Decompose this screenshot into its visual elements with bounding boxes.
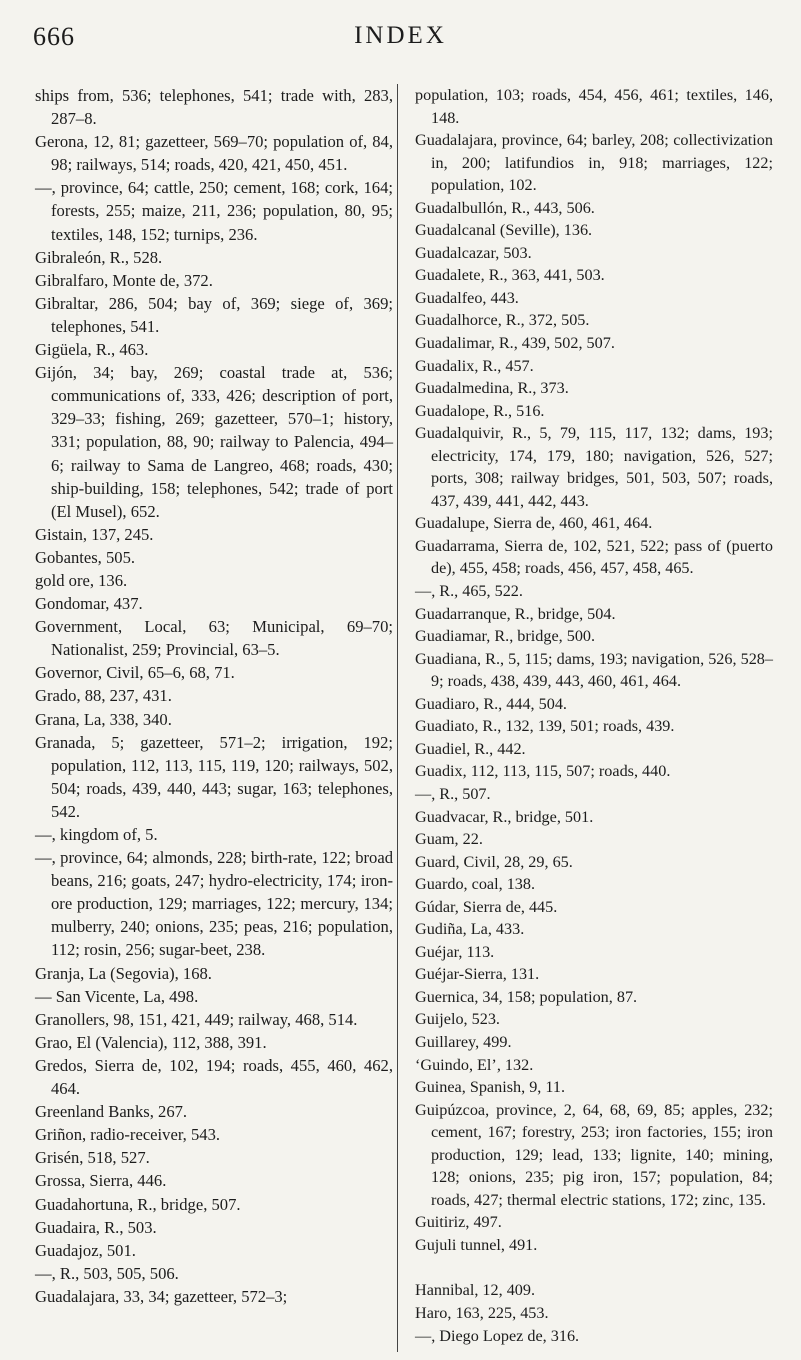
index-entry: Guadalete, R., 363, 441, 503. bbox=[415, 266, 605, 285]
index-entry: Guadiato, R., 132, 139, 501; roads, 439. bbox=[415, 717, 675, 736]
index-entry: Guadiaro, R., 444, 504. bbox=[415, 694, 567, 713]
index-entry: Guadaira, R., 503. bbox=[35, 1217, 157, 1237]
index-entry: Guitiriz, 497. bbox=[415, 1213, 502, 1232]
index-entry: Guinea, Spanish, 9, 11. bbox=[415, 1078, 566, 1097]
index-entry: Guadalmedina, R., 373. bbox=[415, 379, 569, 398]
index-entry: Gobantes, 505. bbox=[35, 547, 136, 567]
index-entry: Government, Local, 63; Municipal, 69–70; Nationalist, 259; Provincial, 63–5. bbox=[35, 617, 393, 660]
index-entry: Gondomar, 437. bbox=[35, 594, 143, 614]
index-entry: Guéjar-Sierra, 131. bbox=[415, 965, 540, 984]
index-entry: Grado, 88, 237, 431. bbox=[35, 686, 172, 706]
index-entry: Guipúzcoa, province, 2, 64, 68, 69, 85; apples, 232; cement, 167; forestry, 253; iron factories, 155; iron production, 129; lead, 133; lignite, 140; mining, 128; onions, 235; pig iron, 157; population, 84; roads, 427; thermal electric stations, 172; zinc, 135. bbox=[415, 1100, 773, 1209]
index-entry: Gerona, 12, 81; gazetteer, 569–70; population of, 84, 98; railways, 514; roads, 420, 421, 450, 451. bbox=[35, 132, 393, 175]
page-header bbox=[0, 22, 801, 58]
index-entry: Gujuli tunnel, 491. bbox=[415, 1235, 538, 1254]
index-entry: Guernica, 34, 158; population, 87. bbox=[415, 987, 638, 1006]
index-entry: Gistain, 137, 245. bbox=[35, 524, 154, 544]
index-entry: Hannibal, 12, 409. bbox=[415, 1281, 536, 1300]
index-entry: Guadalcazar, 503. bbox=[415, 243, 532, 262]
index-entry: Guard, Civil, 28, 29, 65. bbox=[415, 852, 573, 871]
index-entry: Gijón, 34; bay, 269; coastal trade at, 536; communications of, 333, 426; description of port, 329–33; fishing, 269; gazetteer, 570–1; history, 331; population, 88, 90; railway to Palencia, 494–6; railway to Sama de Langreo, 468; roads, 430; ship-building, 158; telephones, 542; trade of port (El Musel), 652. bbox=[35, 363, 393, 521]
index-entry: Gúdar, Sierra de, 445. bbox=[415, 897, 558, 916]
index-entry: Greenland Banks, 267. bbox=[35, 1102, 188, 1122]
index-entry: Governor, Civil, 65–6, 68, 71. bbox=[35, 663, 235, 683]
index-entry: Grisén, 518, 527. bbox=[35, 1148, 150, 1168]
index-entry: Guadalupe, Sierra de, 460, 461, 464. bbox=[415, 514, 653, 533]
index-entry: Grana, La, 338, 340. bbox=[35, 709, 172, 729]
index-entry: Guijelo, 523. bbox=[415, 1010, 500, 1029]
index-entry: Guadajoz, 501. bbox=[35, 1240, 136, 1260]
index-entry: Guadix, 112, 113, 115, 507; roads, 440. bbox=[415, 762, 671, 781]
index-entry: Gibraleón, R., 528. bbox=[35, 247, 163, 267]
index-entry: Guadalquivir, R., 5, 79, 115, 117, 132; dams, 193; electricity, 174, 179, 180; navigation, 526, 527; ports, 308; railway bridges, 501, 503, 507; roads, 437, 439, 441, 442, 443. bbox=[415, 424, 773, 510]
index-entry: Guillarey, 499. bbox=[415, 1032, 512, 1051]
index-column-left bbox=[35, 84, 393, 1308]
index-entry: Gibraltar, 286, 504; bay of, 369; siege of, 369; telephones, 541. bbox=[35, 293, 393, 336]
index-entry: Granollers, 98, 151, 421, 449; railway, 468, 514. bbox=[35, 1009, 358, 1029]
index-entry: —, Diego Lopez de, 316. bbox=[415, 1326, 580, 1345]
index-entry: Guadalix, R., 457. bbox=[415, 356, 534, 375]
page-number: 666 bbox=[33, 22, 75, 51]
index-entry: Gudiña, La, 433. bbox=[415, 920, 525, 939]
index-entry: population, 103; roads, 454, 456, 461; textiles, 146, 148. bbox=[415, 86, 773, 127]
index-entry: Guadalhorce, R., 372, 505. bbox=[415, 311, 590, 330]
index-entry: Guadalimar, R., 439, 502, 507. bbox=[415, 334, 615, 353]
column-divider bbox=[397, 84, 398, 1352]
index-entry: Guardo, coal, 138. bbox=[415, 875, 536, 894]
index-entry: ‘Guindo, El’, 132. bbox=[415, 1055, 534, 1074]
index-entry: Griñon, radio-receiver, 543. bbox=[35, 1125, 221, 1145]
index-entry: ships from, 536; telephones, 541; trade with, 283, 287–8. bbox=[35, 86, 393, 129]
index-entry: Haro, 163, 225, 453. bbox=[415, 1303, 549, 1322]
index-entry: Guadalbullón, R., 443, 506. bbox=[415, 198, 595, 217]
index-entry: —, province, 64; almonds, 228; birth-rate, 122; broad beans, 216; goats, 247; hydro-electricity, 174; iron-ore production, 129; marriages, 122; mercury, 134; mulberry, 240; onions, 235; peas, 216; population, 112; rosin, 256; sugar-beet, 238. bbox=[35, 848, 393, 960]
index-entry: Grossa, Sierra, 446. bbox=[35, 1171, 167, 1191]
index-entry: Gigüela, R., 463. bbox=[35, 340, 149, 360]
index-entry: Guadiana, R., 5, 115; dams, 193; navigation, 526, 528–9; roads, 438, 439, 443, 460, 461, 464. bbox=[415, 649, 773, 691]
index-entry: Guadvacar, R., bridge, 501. bbox=[415, 807, 594, 826]
index-entry: Guadalajara, province, 64; barley, 208; collectivization in, 200; latifundios in, 918; marriages, 122; population, 102. bbox=[415, 131, 773, 195]
index-entry: Granada, 5; gazetteer, 571–2; irrigation, 192; population, 112, 113, 115, 119, 120; railways, 502, 504; roads, 439, 440, 443; sugar, 163; telephones, 542. bbox=[35, 732, 393, 821]
index-entry: Gredos, Sierra de, 102, 194; roads, 455, 460, 462, 464. bbox=[35, 1055, 393, 1099]
index-entry: Guadiel, R., 442. bbox=[415, 739, 526, 758]
index-entry: Guadalope, R., 516. bbox=[415, 401, 545, 420]
index-entry: Grao, El (Valencia), 112, 388, 391. bbox=[35, 1032, 267, 1052]
index-entry: —, R., 465, 522. bbox=[415, 582, 523, 601]
index-entry: Guam, 22. bbox=[415, 830, 483, 849]
index-entry: Guadalajara, 33, 34; gazetteer, 572–3; bbox=[35, 1286, 288, 1306]
index-entry: —, kingdom of, 5. bbox=[35, 825, 158, 844]
index-entry: —, R., 503, 505, 506. bbox=[35, 1263, 179, 1283]
index-entry: Guadarranque, R., bridge, 504. bbox=[415, 604, 616, 623]
index-entry: Granja, La (Segovia), 168. bbox=[35, 963, 212, 983]
index-entry: Guadalcanal (Seville), 136. bbox=[415, 221, 593, 240]
index-entry: Guadahortuna, R., bridge, 507. bbox=[35, 1194, 241, 1214]
index-entry: — San Vicente, La, 498. bbox=[35, 986, 199, 1006]
index-entry: —, R., 507. bbox=[415, 784, 491, 803]
index-entry: Guadiamar, R., bridge, 500. bbox=[415, 627, 596, 646]
index-entry: Gibralfaro, Monte de, 372. bbox=[35, 270, 213, 290]
index-entry: Guéjar, 113. bbox=[415, 942, 495, 961]
index-entry: Guadalfeo, 443. bbox=[415, 288, 519, 307]
index-entry: —, province, 64; cattle, 250; cement, 168; cork, 164; forests, 255; maize, 211, 236; population, 80, 95; textiles, 148, 152; turnips, 236. bbox=[35, 178, 393, 244]
running-head: INDEX bbox=[354, 22, 447, 49]
index-entry: Guadarrama, Sierra de, 102, 521, 522; pass of (puerto de), 455, 458; roads, 456, 457, 458, 465. bbox=[415, 536, 773, 578]
index-entry: gold ore, 136. bbox=[35, 570, 128, 590]
index-column-right bbox=[415, 84, 773, 1347]
